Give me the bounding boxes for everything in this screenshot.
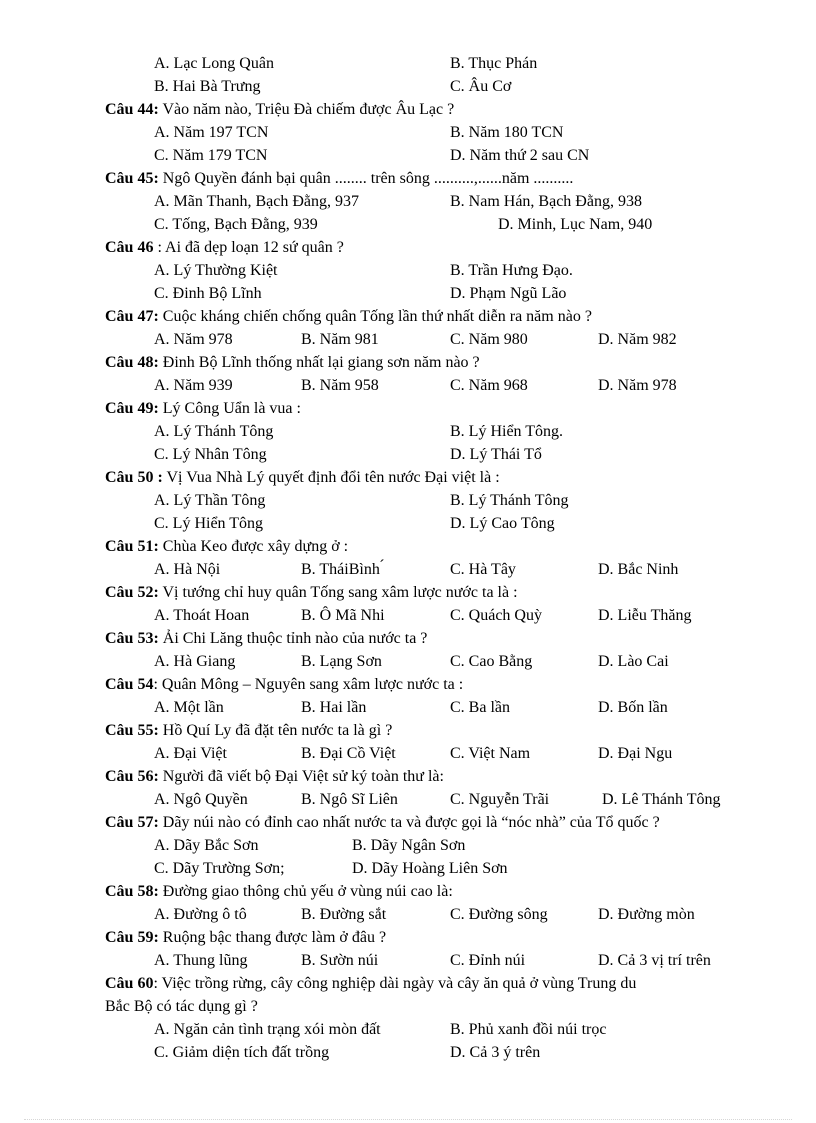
answer-option: A. Lý Thánh Tông [154,423,274,440]
answer-option: B. Sườn núi [301,952,379,969]
answer-option: B. Đại Cồ Việt [301,745,396,762]
question-text: Vị Vua Nhà Lý quyết định đổi tên nước Đại việt là : [162,469,500,486]
question-text: : Ai đã dẹp loạn 12 sứ quân ? [153,239,344,256]
question-line [0,466,816,489]
question-text: Lý Công Uẩn là vua : [158,400,301,417]
answer-option: A. Đại Việt [154,745,227,762]
question-text: Ruộng bậc thang được làm ở đâu ? [158,929,387,946]
question-text: Ngô Quyền đánh bại quân ........ trên sông ..........,......năm .......... [158,170,574,187]
answer-options-row [0,512,816,535]
answer-options-row [0,788,816,811]
answer-option: A. Thoát Hoan [154,607,250,624]
question-line [0,926,816,949]
answer-option: D. Lào Cai [598,653,669,670]
answer-option: A. Một lần [154,699,224,716]
question-number: Câu 52: [105,584,159,601]
question-number: Câu 59: [105,929,159,946]
question-text: Bắc Bộ có tác dụng gì ? [105,998,258,1015]
answer-option: C. Dãy Trường Sơn; [154,860,285,877]
answer-options-row [0,75,816,98]
answer-options-row [0,144,816,167]
answer-option: B. Nam Hán, Bạch Đằng, 938 [450,193,642,210]
answer-option: D. Bốn lần [598,699,668,716]
question-text: Cuộc kháng chiến chống quân Tống lần thứ nhất diễn ra năm nào ? [158,308,592,325]
answer-option: B. TháiBình ́ [301,561,384,578]
answer-options-row [0,121,816,144]
answer-options-row [0,650,816,673]
answer-options-row [0,213,816,236]
answer-options-row [0,949,816,972]
question-line [0,305,816,328]
question [105,236,344,259]
answer-option: C. Nguyễn Trãi [450,791,550,808]
answer-options-row [0,282,816,305]
question-line [0,765,816,788]
question-text: : Quân Mông – Nguyên sang xâm lược nước ta : [153,676,464,693]
question-line [0,719,816,742]
answer-option: C. Lý Hiển Tông [154,515,264,532]
answer-option: D. Năm 978 [598,377,677,394]
answer-option: C. Năm 968 [450,377,528,394]
answer-option: B. Dãy Ngân Sơn [352,837,466,854]
question [105,167,573,190]
answer-option: D. Năm 982 [598,331,677,348]
answer-option: B. Năm 958 [301,377,379,394]
question [105,972,636,995]
question-number: Câu 53: [105,630,159,647]
answer-option: B. Năm 981 [301,331,379,348]
answer-option: A. Ngăn cản tình trạng xói mòn đất [154,1021,381,1038]
answer-option: A. Lạc Long Quân [154,55,274,72]
answer-options-row [0,420,816,443]
answer-option: C. Ba lần [450,699,510,716]
answer-options-row [0,374,816,397]
answer-option: B. Trần Hưng Đạo. [450,262,573,279]
question [105,627,427,650]
question [105,880,453,903]
answer-options-row [0,903,816,926]
question-line [0,98,816,121]
answer-options-row [0,328,816,351]
question-text: Chùa Keo được xây dựng ở : [158,538,349,555]
answer-options-row [0,52,816,75]
question-line [0,581,816,604]
answer-option: D. Minh, Lục Nam, 940 [498,216,653,233]
answer-option: B. Ngô Sĩ Liên [301,791,398,808]
question [105,811,660,834]
question-number: Câu 55: [105,722,159,739]
answer-option: B. Ô Mã Nhi [301,607,385,624]
question-line [0,627,816,650]
question [105,673,463,696]
question-number: Câu 44: [105,101,159,118]
answer-option: D. Cả 3 ý trên [450,1044,541,1061]
answer-option: A. Mãn Thanh, Bạch Đằng, 937 [154,193,359,210]
question-line [0,167,816,190]
answer-options-row [0,259,816,282]
answer-option: D. Liễu Thăng [598,607,692,624]
question-text: Dãy núi nào có đỉnh cao nhất nước ta và được gọi là “nóc nhà” của Tổ quốc ? [158,814,660,831]
answer-option: D. Đường mòn [598,906,695,923]
answer-option: C. Lý Nhân Tông [154,446,267,463]
answer-option: A. Năm 978 [154,331,233,348]
answer-options-row [0,696,816,719]
answer-option: D. Lý Cao Tông [450,515,555,532]
question-text: : Việc trồng rừng, cây công nghiệp dài ngày và cây ăn quả ở vùng Trung du [153,975,637,992]
question [105,351,480,374]
question-number: Câu 46 [105,239,154,256]
answer-options-row [0,834,816,857]
answer-option: A. Năm 939 [154,377,233,394]
question-number: Câu 50 : [105,469,163,486]
answer-option: A. Năm 197 TCN [154,124,269,141]
answer-option: A. Đường ô tô [154,906,247,923]
page-bottom-rule [24,1119,792,1120]
question-line [0,673,816,696]
question [105,397,301,420]
question [105,535,348,558]
answer-option: D. Phạm Ngũ Lão [450,285,567,302]
answer-option: D. Cả 3 vị trí trên [598,952,711,969]
answer-option: C. Năm 179 TCN [154,147,268,164]
answer-options-row [0,742,816,765]
answer-option: A. Thung lũng [154,952,248,969]
question-number: Câu 45: [105,170,159,187]
answer-option: B. Lạng Sơn [301,653,382,670]
answer-options-row [0,1041,816,1064]
question-number: Câu 56: [105,768,159,785]
question-text: Hồ Quí Ly đã đặt tên nước ta là gì ? [158,722,393,739]
answer-option: A. Ngô Quyền [154,791,248,808]
answer-option: C. Đỉnh núi [450,952,526,969]
answer-option: D. Lý Thái Tổ [450,446,542,463]
answer-option: C. Đinh Bộ Lĩnh [154,285,262,302]
question-text: Vào năm nào, Triệu Đà chiếm được Âu Lạc ? [158,101,455,118]
question-continuation [0,995,816,1018]
question-text: Đinh Bộ Lĩnh thống nhất lại giang sơn năm nào ? [158,354,480,371]
answer-option: C. Quách Quỳ [450,607,542,624]
question-text: Người đã viết bộ Đại Việt sử ký toàn thư là: [158,768,444,785]
answer-option: A. Lý Thần Tông [154,492,266,509]
answer-options-row [0,1018,816,1041]
question-number: Câu 48: [105,354,159,371]
question-number: Câu 47: [105,308,159,325]
question-number: Câu 54 [105,676,154,693]
question-number: Câu 58: [105,883,159,900]
question-line [0,236,816,259]
answer-option: A. Hà Giang [154,653,236,670]
question [105,98,454,121]
question-number: Câu 57: [105,814,159,831]
answer-option: B. Lý Hiển Tông. [450,423,564,440]
question-line [0,351,816,374]
answer-option: D. Dãy Hoàng Liên Sơn [352,860,508,877]
question [105,466,500,489]
question-number: Câu 49: [105,400,159,417]
answer-option: B. Thục Phán [450,55,538,72]
question-line [0,972,816,995]
answer-option: B. Lý Thánh Tông [450,492,569,509]
question-text: Vị tướng chỉ huy quân Tống sang xâm lược nước ta là : [158,584,518,601]
answer-option: C. Âu Cơ [450,78,512,95]
question [105,719,392,742]
question-number: Câu 60 [105,975,154,992]
answer-option: C. Cao Bằng [450,653,533,670]
answer-option: B. Năm 180 TCN [450,124,564,141]
answer-options-row [0,443,816,466]
answer-option: A. Hà Nội [154,561,221,578]
answer-option: C. Tống, Bạch Đằng, 939 [154,216,318,233]
question-text: Ải Chi Lăng thuộc tỉnh nào của nước ta ? [158,630,428,647]
answer-options-row [0,857,816,880]
answer-option: A. Lý Thường Kiệt [154,262,278,279]
question-number: Câu 51: [105,538,159,555]
answer-option: C. Năm 980 [450,331,528,348]
answer-option: C. Hà Tây [450,561,516,578]
answer-option: C. Đường sông [450,906,548,923]
answer-option: B. Đường sắt [301,906,387,923]
question-text: Đường giao thông chủ yếu ở vùng núi cao là: [158,883,453,900]
question [105,926,386,949]
answer-option: B. Hai lần [301,699,367,716]
answer-options-row [0,558,816,581]
answer-options-row [0,604,816,627]
question-line [0,397,816,420]
question-line [0,535,816,558]
answer-option: C. Giảm diện tích đất trồng [154,1044,330,1061]
answer-options-row [0,190,816,213]
answer-option: B. Hai Bà Trưng [154,78,261,95]
answer-options-row [0,489,816,512]
question-line [0,811,816,834]
answer-option: B. Phủ xanh đồi núi trọc [450,1021,607,1038]
question [105,581,518,604]
question [105,305,592,328]
question [105,765,444,788]
answer-option: D. Bắc Ninh [598,561,679,578]
answer-option: C. Việt Nam [450,745,531,762]
question-line [0,880,816,903]
answer-option: D. Đại Ngu [598,745,673,762]
answer-option: D. Năm thứ 2 sau CN [450,147,590,164]
answer-option: D. Lê Thánh Tông [602,791,721,808]
answer-option: A. Dãy Bắc Sơn [154,837,259,854]
